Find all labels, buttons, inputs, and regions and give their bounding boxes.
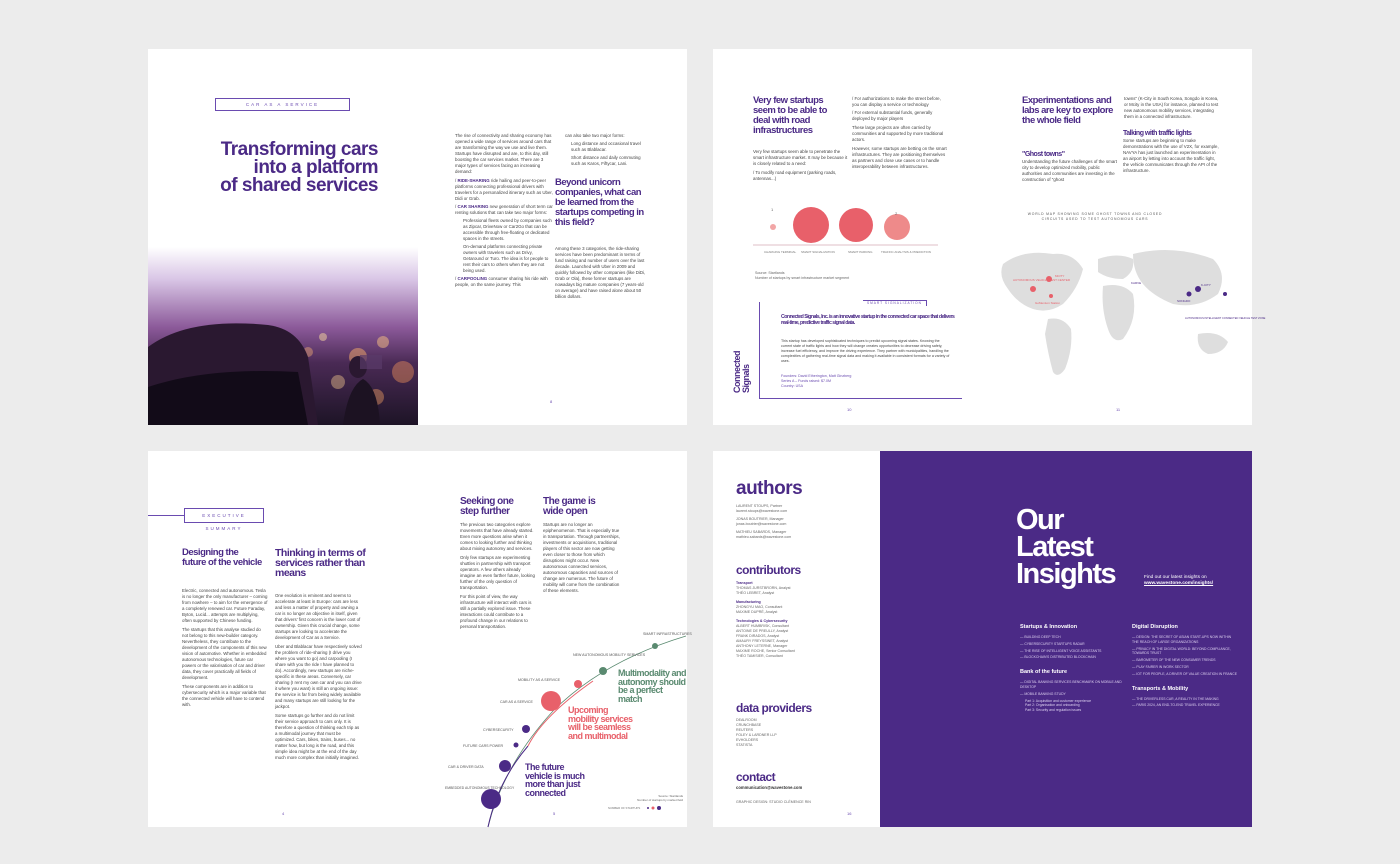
contributors-heading: contributors: [736, 563, 801, 577]
insight-startups-2[interactable]: — CYBERSECURITY STARTUPS RADAR: [1020, 641, 1085, 646]
designing-body: [182, 588, 268, 708]
page-number-left: 4: [282, 811, 285, 816]
infra-col2-b2: / For external substantial funds, generally deployed by major players: [852, 110, 933, 121]
callout-multimodality: Multimodality and autonomy should be a perfect match: [618, 668, 686, 704]
game-heading: The game is wide open: [543, 496, 596, 517]
insight-bank-2-label: MOBILE BANKING STUDY: [1024, 691, 1066, 696]
insights-section-transports: Transports & Mobility: [1132, 685, 1189, 692]
insight-digital-1[interactable]: — DESIGN: THE SECRET OF ASIAN START-UPS NOW WITHIN THE REACH OF LARGE ORGANIZATIONS: [1132, 635, 1232, 644]
carpooling-label: CARPOOLING: [457, 276, 488, 281]
insight-startups-1[interactable]: — BUILDING DEEP TECH: [1020, 635, 1061, 639]
insight-transport-1[interactable]: — THE DRIVERLESS CAR, A REALITY IN THE MAKING: [1132, 696, 1219, 701]
insights-title-3: Insights: [1016, 558, 1116, 590]
legend-dot-medium: [652, 807, 655, 810]
startup-bubble-chart: [753, 199, 943, 279]
node-future-power: [514, 743, 519, 748]
curve-label-5: CYBERSECURITY: [483, 728, 514, 732]
spread-car-as-a-service: [148, 49, 687, 425]
insight-bank-2[interactable]: — MOBILE BANKING STUDY: [1020, 691, 1066, 696]
car-photo-art: [148, 247, 418, 425]
contrib-tech-3: FRANK DIRADOS, Analyst: [736, 634, 780, 638]
ondemand-platforms: On-demand platforms connecting private owners with travelers such as Drivy, Getaround or Turo. The idea is for people to rent their cars to others when they are not being used.: [463, 244, 549, 273]
world-map: [993, 234, 1266, 394]
author-3-email: mathieu.sabards@wavestone.com: [736, 535, 792, 539]
map-label-3: K-CITY: [1201, 283, 1211, 287]
unicorn-body: Among these 3 categories, the ride-sharing services have been predominant in terms of fund raising and number of users over the last decade. Launched with Uber in 2009 and quickly followed by other companies (like DiDi, Grab or Ola), these former startups are nowadays big mature companies (7 years-old on average) and have raised alone about 50 billion dollars.: [555, 246, 646, 299]
legend-label: NUMBER OF STARTUPS: [608, 806, 641, 810]
infra-col2-p1: These large projects are often carried by communities and supported by more traditional actors.: [852, 125, 944, 142]
seeking-body: [460, 522, 535, 630]
curve-label-3: MOBILITY AS A SERVICE: [518, 678, 561, 682]
diagram-source-caption: Number of startups by market field: [637, 798, 683, 802]
insight-digital-3-label: BAROMETER OF THE NEW CONSUMER TRENDS: [1136, 658, 1216, 663]
data-providers-heading: data providers: [736, 701, 812, 715]
thinking-heading: Thinking in terms of services rather than means: [275, 547, 366, 579]
insights-section-bank: Bank of the future: [1020, 669, 1068, 676]
node-car-as-service: [541, 691, 561, 711]
continents: [1001, 250, 1228, 375]
authors-list: [736, 504, 876, 540]
car-sharing-item: / CAR SHARING new generation of short term car renting solutions that can take two major forms:: [455, 204, 553, 215]
professional-fleets: Professional fleets owned by companies such as Zipcar, DriveNow or Car2Go that can be accessible through free-floating or dedicated spaces in the streets.: [463, 218, 552, 241]
node-embedded-tech: [481, 789, 501, 809]
author-1-name: LAURENT STOUPS, Partner: [736, 504, 783, 508]
author-3-name: MATHIEU SABARDS, Manager: [736, 530, 787, 534]
design-credit: GRAPHIC DESIGN: STUDIO CLÉMENCE RIN: [736, 800, 811, 804]
map-label-2: MCITY: [1055, 274, 1065, 278]
contrib-tech-7: THÉO TAMISIER, Consultant: [736, 654, 783, 658]
author-3: [736, 530, 876, 540]
section-tag: CAR AS A SERVICE: [215, 98, 350, 111]
traffic-lights-body: Some startups are beginning to make demonstrations with the use of V2X, for example, NAVYA has just launched an experimentation in an airport by letting into account the traffic light, the vehicle communicates through the API of the infrastructure.: [1123, 138, 1219, 173]
ride-sharing-text: ride hailing and peer-to-peer platforms connecting professional drivers with travelers for a personalized itinerary such as Uber, Didi or Grab.: [455, 178, 553, 201]
seeking-p3: For this point of view, the way infrastructure will interact with cars is still a partially explored issue. These interactions could contribute to a profound change in our relations to personal transportation.: [460, 594, 532, 629]
insight-startups-1-label: BUILDING DEEP TECH: [1024, 635, 1061, 639]
insights-link[interactable]: www.wavestone.com/insights/: [1144, 581, 1214, 586]
insight-digital-2-label: PRIVACY IN THE DIGITAL WORLD: BEYOND COMPLIANCE, TOWARDS TRUST: [1132, 646, 1231, 656]
insights-title: [1016, 504, 1116, 590]
tag-rule: [148, 515, 184, 516]
insight-digital-4[interactable]: — PLAY FAIRER IN WORK SECTOR: [1132, 664, 1189, 669]
car-sharing-text: new generation of short term car renting solutions that can take two major forms:: [455, 204, 553, 215]
experimentations-heading: Experimentations and labs are key to explore the whole field: [1022, 95, 1113, 126]
insight-digital-3[interactable]: — BAROMETER OF THE NEW CONSUMER TRENDS: [1132, 658, 1216, 663]
insights-col-left: [1020, 624, 1125, 713]
contrib-tech-4: AMAURY FREYSSINET, Analyst: [736, 639, 788, 643]
find-out-text: Find out our latest insights on: [1144, 575, 1207, 580]
author-2: [736, 517, 876, 527]
signals-vertical-title: Connected Signals: [732, 350, 751, 393]
contrib-section-tech: Technologies & Cybersecurity: [736, 619, 788, 623]
signals-series: Series A – Funds raised: $7.0M: [781, 379, 831, 383]
title-line-3: of shared services: [220, 175, 378, 196]
page-number: 8: [550, 399, 553, 404]
map-marker-gomentum: [1030, 286, 1036, 292]
insight-digital-4-label: PLAY FAIRER IN WORK SECTOR: [1136, 664, 1189, 669]
infra-paragraph: Very few startups seem able to penetrate the smart infrastructure market. It may be because it is closely related to a need:: [753, 149, 848, 166]
provider-5: EVHOLDERS: [736, 738, 759, 742]
unicorn-heading: Beyond unicorn companies, what can be learned from the startups competing in this field?: [555, 177, 644, 228]
signals-tag: SMART SIGNALIZATION: [863, 300, 927, 306]
ghost-towns-heading: "Ghost towns": [1022, 151, 1065, 158]
infra-bullet: / To modify road equipment (parking roads, antennas...): [753, 170, 837, 181]
map-title: WORLD MAP SHOWING SOME GHOST TOWNS AND CLOSED CIRCUITS USED TO TEST AUTONOMOUS CARS: [1027, 212, 1163, 221]
node-maas: [574, 680, 582, 688]
map-marker-china: [1223, 292, 1227, 296]
contrib-transport-2: THÉO LEBRET, Analyst: [736, 591, 775, 595]
spread-executive-summary: [148, 451, 692, 827]
page-number-right: 11: [1116, 407, 1121, 412]
curve-label-2: NEW AUTONOMOUS MOBILITY SERVICES: [573, 653, 646, 657]
insight-digital-5[interactable]: — IOT FOR PEOPLE, A DRIVER OF VALUE CREATION IN FRANCE: [1132, 671, 1237, 676]
node-new-autonomous: [599, 667, 607, 675]
thinking-p2: Uber and Blablacar have respectively solved the problem of ride-sharing (I drive you where you want to go) and carpooling (I share with you the ride I have planned to do). Accordingly, new startups are niche-specific in these areas. Conversely, car sharing (I rent my own car and you can drive it where you want) is still an ongoing issue: the service is far from being widely available and many startups are still looking for the jackpot.: [275, 644, 362, 709]
bubble-label-4: TRAFFIC ANALYSIS & PREDICTION: [881, 250, 931, 254]
insights-col-right: [1132, 624, 1237, 708]
map-label-4: SONGDO: [1177, 299, 1191, 303]
infra-col2-b1: / For authorizations to make the street before, you can display a service or technology: [852, 96, 941, 107]
bubble-value-4: 2: [895, 211, 898, 216]
find-out: [1144, 575, 1239, 587]
insight-digital-1-label: DESIGN: THE SECRET OF ASIAN START-UPS NOW WITHIN THE REACH OF LARGE ORGANIZATIONS: [1132, 635, 1232, 644]
curve-label-6: FUTURE CARS POWER: [463, 744, 504, 748]
map-label-1: AUTONOMOUS VEHICLE TEST CENTER: [1013, 278, 1071, 282]
provider-3: REUTERS: [736, 728, 754, 732]
insight-bank-1[interactable]: — DIGITAL BANKING SERVICES BENCHMARK ON MOBILE AND DESKTOP: [1020, 680, 1122, 689]
legend-dot-large: [657, 806, 661, 810]
node-smart-infra: [652, 643, 658, 649]
map-marker-songdo: [1187, 292, 1192, 297]
contrib-section-transport: Transport: [736, 581, 753, 585]
provider-2: CRUNCHBASE: [736, 723, 762, 727]
insight-transport-2-label: PARIS 2024, AN END-TO-END TRAVEL EXPERIENCE: [1136, 703, 1220, 708]
designing-p1: Electric, connected and autonomous. Tesla is no longer the only manufacturer – coming from nowhere – to aim for the emergence of a completely renewed car. Future Faraday, Byton, Lucid... attempts are multiplying, often supported by Chinese funding.: [182, 588, 268, 623]
insight-bank-4[interactable]: Part 2: Organisation and onboarding: [1025, 703, 1080, 708]
signals-heading: Connected Signals, Inc. is an innovative startup in the connected car space that delivers real-time, predictive traffic signal data.: [781, 314, 955, 326]
carpooling-item: / CARPOOLING consumer sharing his ride with people, on the same journey. This: [455, 276, 548, 287]
author-1: [736, 504, 876, 514]
curve-label-1: SMART INFRASTRUCTURES: [643, 632, 692, 636]
thinking-p3: Some startups go further and do not limit their service approach to cars only. It is therefore a question of thinking each trip as a multimodal journey that must be optimized. Cars, bikes, trains, buses... no matter how, but long is the road, and this simple idea might be at the end of the day much more complex than initially imagined.: [275, 713, 360, 760]
car-sharing-label: CAR SHARING: [457, 204, 489, 209]
traffic-lights-heading: Talking with traffic lights: [1123, 130, 1192, 137]
authors-heading: authors: [736, 478, 803, 499]
infrastructure-heading: Very few startups seem to be able to deal with road infrastructures: [753, 95, 827, 136]
designing-heading: Designing the future of the vehicle: [182, 547, 262, 568]
provider-6: STATISTA: [736, 743, 753, 747]
page-number-left: 16: [847, 811, 852, 816]
insight-digital-2[interactable]: — PRIVACY IN THE DIGITAL WORLD: BEYOND COMPLIANCE, TOWARDS TRUST: [1132, 646, 1231, 656]
author-1-email: laurent.stoups@wavestone.com: [736, 509, 788, 513]
signals-body: This startup has developed sophisticated techniques to predict upcoming signal states. Knowing the current state of traffic lights and how they will change creates opportunities to decrease driving safety, increase fuel efficiency, and improve the driving experience. They partner with municipalities, handling the complexities of gathering real-time signal data and making it available in consistent formats for a variety of uses.: [781, 339, 950, 363]
bubble-source: [755, 271, 905, 281]
game-body: Startups are no longer an epiphenomenon. That is especially true in transportation. Through partnerships, investments or acquisitions, traditional players of this sector are now getting even closer to those from which disruptions might occur. New autonomous connected services, autonomous capacities and sources of change are numerous. The future of mobility will come from the combination of these elements.: [543, 522, 620, 593]
intro-paragraph: The rise of connectivity and sharing economy has opened a wide range of services around cars that are transforming the way we use and live them. Startups have disrupted and are, to this day, still boosting the car services market. There are 3 major types of services facing an increasing demand:: [455, 133, 552, 174]
insight-transport-2[interactable]: — PARIS 2024, AN END-TO-END TRAVEL EXPERIENCE: [1132, 703, 1220, 708]
legend-dot-small: [647, 807, 649, 809]
seeking-p1: The previous two categories explore movements that have already started. Even more questions arise when it comes to looking further and thinking about mixing autonomy and services.: [460, 522, 534, 551]
infra-col2-b2-text: For external substantial funds, generally deployed by major players: [852, 110, 933, 121]
provider-1: DEALROOM: [736, 718, 757, 722]
title-line-1: Transforming cars: [220, 139, 378, 160]
map-label-5: GoMentum Station: [1035, 301, 1061, 305]
insight-bank-5[interactable]: Part 3: Security and regulation issues: [1025, 708, 1082, 713]
insight-digital-5-label: IOT FOR PEOPLE, A DRIVER OF VALUE CREATION IN FRANCE: [1136, 671, 1237, 676]
diagram-source-line: Source: Startlands: [658, 794, 683, 798]
title-line-2: into a platform: [253, 157, 378, 178]
insight-transport-1-label: THE DRIVERLESS CAR, A REALITY IN THE MAKING: [1136, 696, 1219, 701]
callout-services: Upcoming mobility services will be seamless and multimodal: [568, 705, 633, 741]
contrib-section-manufacturing: Manufacturing: [736, 600, 761, 604]
insight-startups-4[interactable]: — BLOCKCHAIN'S DISTRIBUTED BLOCKCHAIN: [1020, 655, 1096, 660]
diagram-source: [603, 794, 683, 802]
insight-bank-3[interactable]: Part 1: Acquisition and customer experience: [1025, 698, 1092, 703]
bubble-parking: [839, 208, 873, 242]
insights-section-startups: Startups & Innovation: [1020, 624, 1078, 630]
infra-col2-p2: However, some startups are betting on the smart infrastructures. They are positioning themselves as partners and close use cases or to handle interoperability between infrastructures.: [852, 146, 947, 169]
signals-founders: Founders: David Etherington, Matt Ginzberg: [781, 374, 852, 378]
bubble-label-3: SMART PARKING: [848, 250, 873, 254]
contact-heading: contact: [736, 770, 776, 784]
carpooling-text: consumer sharing his ride with people, on the same journey. This: [455, 276, 548, 287]
page-title: [188, 141, 378, 195]
contrib-transport-1: THOMAS JURSTBRORN, Analyst: [736, 586, 791, 590]
providers-list: [736, 718, 876, 748]
ride-sharing-item: / RIDE-SHARING ride hailing and peer-to-peer platforms connecting professional drivers with travelers for a personalized itinerary such as Uber, Didi or Grab.: [455, 178, 553, 201]
map-marker-test-center: [1049, 294, 1053, 298]
provider-4: FOLEY & LARDNER LLP: [736, 733, 777, 737]
insight-bank-1-label: DIGITAL BANKING SERVICES BENCHMARK ON MOBILE AND DESKTOP: [1020, 680, 1122, 689]
infra-bullet-text: To modify road equipment (parking roads, antennas...): [753, 170, 837, 181]
carpool-forms: can also take two major forms:: [565, 133, 625, 138]
section-tag: EXECUTIVE SUMMARY: [184, 508, 264, 523]
page-number-left: 10: [847, 407, 852, 412]
insights-section-digital: Digital Disruption: [1132, 624, 1178, 630]
seeking-heading: Seeking one step further: [460, 496, 514, 517]
contrib-tech-5: ANTHONY LETERNE, Manager: [736, 644, 788, 648]
insights-title-2: Latest: [1016, 531, 1093, 563]
bubble-label-1: CHARGING TERMINAL: [764, 250, 797, 254]
spread-credits-insights: [713, 451, 1252, 827]
designing-p2: The startups that this analyse studied do not belong to this new-builder category. Nevertheless, they contribute to the development of the components of this new vision of automotive. Whether in embedded autonomous technologies, future car powers or the valorisation of car and driver data, they cover practically all fields of development.: [182, 627, 267, 680]
curve-label-7: CAR & DRIVER DATA: [448, 765, 484, 769]
bubble-traffic: [884, 214, 910, 240]
insight-startups-3[interactable]: — THE RISE OF INTELLIGENT VOICE ASSISTANTS: [1020, 648, 1102, 653]
bubble-source-caption: Number of startups by smart infrastructure market segment: [755, 276, 850, 280]
short-distance: Short distance and daily commuting such as Karos, Fiftycar, Lani.: [571, 155, 641, 166]
contrib-tech-6: MAXIME ROCHE, Senior Consultant: [736, 649, 795, 653]
bubble-source-line: Source: Startlands: [755, 271, 785, 275]
contact-email[interactable]: communication@wavestone.com: [736, 785, 803, 790]
infra-col2: [852, 96, 947, 170]
bubble-value-1: 1: [771, 207, 774, 212]
spread-infrastructures: [713, 49, 1266, 425]
author-2-name: JONAS BOUTRIER, Manager: [736, 517, 784, 521]
ghost-towns-body: Understanding the future challenges of the smart city to develop optimized mobility, public authorities and communities are investing in the construction of "ghost: [1022, 159, 1117, 182]
curve-label-4: CAR AS A SERVICE: [500, 700, 533, 704]
second-column: [565, 133, 649, 169]
contrib-manufacturing-1: ZHONGYU MAO, Consultant: [736, 605, 783, 609]
infra-body: [753, 149, 848, 182]
intro-column: [455, 133, 554, 288]
seeking-p2: Only few startups are experimenting shuttles in partnership with transport operators. A few others already imagine an even farther future, looking further of the only question of transportation.: [460, 555, 535, 590]
contrib-manufacturing-2: MAXIME DUPRÉ, Analyst: [736, 610, 778, 614]
thinking-p1: One evolution is eminent and seems to accelerate at least in Europe: cars are less and less a matter of property and owning a car is no longer an objective in itself, given that drivers' first concern is the lower cost of ownership. Given this crucial change, some startups are looking to accelerate the development of Car as a Service.: [275, 593, 361, 640]
insight-startups-4-label: BLOCKCHAIN'S DISTRIBUTED BLOCKCHAIN: [1024, 655, 1096, 660]
bubble-signalization: [793, 207, 829, 243]
long-distance: Long distance and occasional travel such as Blablacar.: [571, 141, 641, 152]
designing-p3: These components are in addition to cybersecurity which is a major variable that the connected vehicle will have to contend with.: [182, 684, 266, 707]
ride-sharing-label: RIDE-SHARING: [457, 178, 490, 183]
map-label-6: AUTONOMOUS INTELLIGENT CONNECTED VEHICLE TEST ZONE: [1185, 317, 1266, 320]
signals-country: Country: USA: [781, 384, 803, 388]
infra-col2-b1-text: For authorizations to make the street before, you can display a service or technology: [852, 96, 941, 107]
callout-vehicle: The future vehicle is much more than just connected: [525, 762, 585, 798]
contrib-tech-2: ANTOINE DE PREULLY, Analyst: [736, 629, 789, 633]
bubble-label-2: SMART SIGNALIZATION: [801, 250, 835, 254]
insights-title-1: Our: [1016, 504, 1064, 536]
signals-meta: [781, 374, 951, 389]
car-night-photo: [148, 247, 418, 425]
map-label-7: KARVE: [1131, 281, 1142, 285]
author-2-email: jonas.boutrier@wavestone.com: [736, 522, 787, 526]
page-number-right: 5: [553, 811, 556, 816]
bubble-charging: [770, 224, 776, 230]
node-driver-data: [499, 760, 511, 772]
insight-startups-3-label: THE RISE OF INTELLIGENT VOICE ASSISTANTS: [1024, 648, 1102, 653]
contributors-list: [736, 581, 876, 659]
node-cybersecurity: [522, 725, 530, 733]
contrib-tech-1: ALBERT HUMBRISK, Consultant: [736, 624, 789, 628]
ghost-towns-continued: towns" (K-City in South Korea, Songdo in Korea, or Mcity in the USA) for instance, planned to test new autonomous mobility services, integrating them in a connected infrastructure.: [1124, 96, 1219, 119]
thinking-body: [275, 593, 362, 761]
insight-startups-2-label: CYBERSECURITY STARTUPS RADAR: [1024, 641, 1085, 646]
curve-label-8: EMBEDDED AUTONOMOUS TECHNOLOGY: [445, 786, 515, 790]
